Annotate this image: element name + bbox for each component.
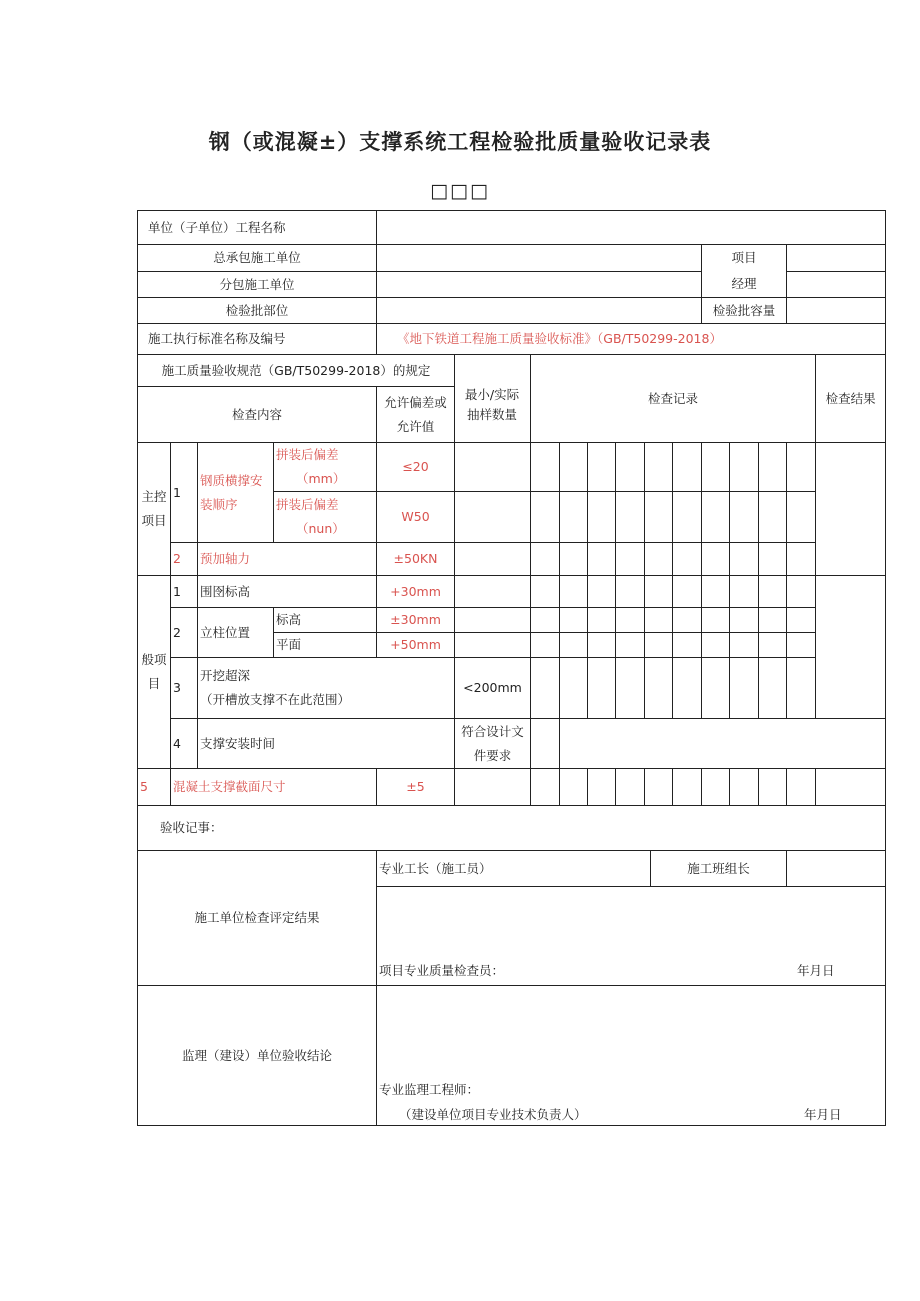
- general-result[interactable]: [816, 576, 886, 719]
- table-row: [138, 298, 886, 324]
- table-row: [138, 211, 886, 245]
- record-cell[interactable]: [645, 769, 673, 806]
- project-name-label: 单位（子单位）工程名称: [138, 211, 377, 245]
- record-cell[interactable]: [616, 633, 645, 658]
- record-cell[interactable]: [560, 576, 588, 608]
- record-cell[interactable]: [645, 492, 673, 543]
- record-cell[interactable]: [560, 633, 588, 658]
- record-cell[interactable]: [759, 658, 787, 719]
- record-cell[interactable]: [531, 608, 560, 633]
- supervision-label: 监理（建设）单位验收结论: [138, 986, 377, 1126]
- record-cell[interactable]: [531, 633, 560, 658]
- record-cell[interactable]: [673, 492, 702, 543]
- general-item-5-value: ±5: [377, 769, 455, 806]
- table-row: [138, 658, 886, 719]
- record-cell[interactable]: [588, 608, 616, 633]
- sample-cell[interactable]: [455, 769, 531, 806]
- allowed-deviation-header: 允许偏差或 允许值: [377, 387, 455, 443]
- inspection-record-table: [137, 210, 886, 1126]
- general-item-5-name: 混凝土支撑截面尺寸: [171, 769, 377, 806]
- record-cell[interactable]: [645, 633, 673, 658]
- record-cell[interactable]: [759, 769, 787, 806]
- record-cell[interactable]: [759, 492, 787, 543]
- subcontractor-field[interactable]: [377, 271, 702, 298]
- notes-label: 验收记事：: [138, 806, 886, 851]
- sample-cell[interactable]: [455, 633, 531, 658]
- record-cell[interactable]: [531, 769, 560, 806]
- check-result-header: 检查结果: [816, 355, 886, 443]
- main-item-1-sub-2: 拼装后偏差 （nun）: [274, 492, 377, 543]
- record-cell[interactable]: [616, 769, 645, 806]
- general-item-4-value: 符合设计文 件要求: [455, 719, 531, 769]
- sample-cell[interactable]: [455, 543, 531, 576]
- check-record-header: 检查记录: [531, 355, 816, 443]
- main-item-2-no: 2: [171, 543, 198, 576]
- main-item-1-name: 钢质横撑安 装顺序: [198, 443, 274, 543]
- record-cell[interactable]: [673, 543, 702, 576]
- record-cell[interactable]: [616, 608, 645, 633]
- record-cell[interactable]: [645, 443, 673, 492]
- record-cell[interactable]: [531, 492, 560, 543]
- table-row: [138, 806, 886, 851]
- general-item-4-no: 4: [171, 719, 198, 769]
- general-item-2-no: 2: [171, 608, 198, 658]
- record-cell[interactable]: [616, 492, 645, 543]
- construction-eval-area[interactable]: [377, 851, 886, 986]
- record-cell[interactable]: [702, 658, 730, 719]
- record-cell[interactable]: [759, 608, 787, 633]
- table-row: [138, 986, 886, 1126]
- record-cell[interactable]: [673, 633, 702, 658]
- main-item-1-sub-2-value: W50: [377, 492, 455, 543]
- record-cell[interactable]: [673, 443, 702, 492]
- project-manager-field-2[interactable]: [787, 271, 886, 298]
- table-row: [138, 769, 886, 806]
- main-control-result[interactable]: [816, 443, 886, 576]
- record-cell[interactable]: [702, 608, 730, 633]
- record-cell[interactable]: [787, 608, 816, 633]
- record-cell[interactable]: [531, 543, 560, 576]
- team-leader-field[interactable]: [787, 851, 885, 886]
- record-cell[interactable]: [560, 492, 588, 543]
- record-cell[interactable]: [702, 576, 730, 608]
- general-item-1-no: 1: [171, 576, 198, 608]
- supervisor-sub-label: （建设单位项目专业技术负责人）: [399, 1107, 587, 1122]
- record-cell[interactable]: [560, 443, 588, 492]
- batch-capacity-label: 检验批容量: [702, 298, 787, 324]
- record-cell[interactable]: [645, 608, 673, 633]
- general-item-5-no: 5: [138, 769, 171, 806]
- record-cell[interactable]: [759, 443, 787, 492]
- main-control-label: 主控 项目: [138, 443, 171, 576]
- record-cell[interactable]: [531, 443, 560, 492]
- record-cell[interactable]: [759, 576, 787, 608]
- general-item-2-sub-2-value: +50mm: [377, 633, 455, 658]
- record-cell[interactable]: [702, 543, 730, 576]
- sample-cell[interactable]: [531, 658, 560, 719]
- supervision-area[interactable]: [377, 986, 886, 1126]
- record-cell[interactable]: [702, 633, 730, 658]
- form-number-boxes: □□□: [430, 180, 490, 202]
- general-item-1-value: +30mm: [377, 576, 455, 608]
- table-row: [138, 324, 886, 355]
- general-item-2-sub-1: 标高: [274, 608, 377, 633]
- record-cell[interactable]: [759, 543, 787, 576]
- record-cell[interactable]: [588, 543, 616, 576]
- table-row: [138, 851, 886, 986]
- record-cell[interactable]: [588, 576, 616, 608]
- standard-value: 《地下铁道工程施工质量验收标准》（GB/T50299-2018）: [377, 324, 886, 355]
- general-contractor-field[interactable]: [377, 245, 702, 272]
- construction-eval-label: 施工单位检查评定结果: [138, 851, 377, 986]
- record-cell[interactable]: [787, 658, 816, 719]
- project-name-field[interactable]: [377, 211, 886, 245]
- general-item-3-value: <200mm: [455, 658, 531, 719]
- foreman-label: 专业工长（施工员）: [377, 851, 651, 886]
- main-item-2-value: ±50KN: [377, 543, 455, 576]
- table-row: [138, 543, 886, 576]
- date-label-2: 年月日: [804, 1107, 842, 1122]
- batch-location-field[interactable]: [377, 298, 702, 324]
- sample-cell[interactable]: [455, 492, 531, 543]
- record-cell[interactable]: [787, 769, 816, 806]
- record-cell[interactable]: [560, 658, 588, 719]
- record-cell[interactable]: [673, 608, 702, 633]
- record-cell[interactable]: [645, 658, 673, 719]
- record-cell[interactable]: [730, 608, 759, 633]
- record-cell[interactable]: [560, 608, 588, 633]
- sample-cell[interactable]: [455, 576, 531, 608]
- general-item-2-sub-1-value: ±30mm: [377, 608, 455, 633]
- record-cell[interactable]: [616, 658, 645, 719]
- general-label: 般项 目: [138, 576, 171, 769]
- table-row: [138, 355, 886, 387]
- record-cell[interactable]: [588, 443, 616, 492]
- record-cell[interactable]: [560, 769, 588, 806]
- record-cell[interactable]: [787, 576, 816, 608]
- team-leader-label: 施工班组长: [651, 851, 787, 886]
- inspect-content-header: 检查内容: [138, 387, 377, 443]
- date-label-1: 年月日: [797, 963, 835, 978]
- spec-header: 施工质量验收规范（GB/T50299-2018）的规定: [138, 355, 455, 387]
- record-cell[interactable]: [673, 658, 702, 719]
- main-item-1-sub-1: 拼装后偏差 （mm）: [274, 443, 377, 492]
- main-item-1-no: 1: [171, 443, 198, 543]
- record-cell[interactable]: [730, 443, 759, 492]
- general-item-5-result[interactable]: [816, 769, 886, 806]
- page-title: 钢（或混凝±）支撑系统工程检验批质量验收记录表: [208, 130, 712, 154]
- sample-cell[interactable]: [531, 719, 560, 769]
- general-item-3-no: 3: [171, 658, 198, 719]
- record-cell[interactable]: [730, 576, 759, 608]
- general-item-1-name: 围囹标高: [198, 576, 377, 608]
- record-cell[interactable]: [787, 543, 816, 576]
- record-cell[interactable]: [616, 543, 645, 576]
- record-cell[interactable]: [730, 633, 759, 658]
- sample-cell[interactable]: [455, 443, 531, 492]
- record-cell[interactable]: [730, 492, 759, 543]
- record-cell[interactable]: [588, 633, 616, 658]
- main-item-1-sub-1-value: ≤20: [377, 443, 455, 492]
- batch-location-label: 检验批部位: [138, 298, 377, 324]
- sample-cell[interactable]: [455, 608, 531, 633]
- project-manager-label: 项目 经理: [702, 245, 787, 298]
- general-item-4-record[interactable]: [560, 719, 886, 769]
- batch-capacity-field[interactable]: [787, 298, 886, 324]
- supervisor-label: 专业监理工程师：: [379, 1082, 480, 1097]
- table-row: [138, 443, 886, 492]
- record-cell[interactable]: [616, 576, 645, 608]
- record-cell[interactable]: [588, 769, 616, 806]
- record-cell[interactable]: [645, 543, 673, 576]
- record-cell[interactable]: [531, 576, 560, 608]
- project-manager-field-1[interactable]: [787, 245, 886, 272]
- record-cell[interactable]: [673, 576, 702, 608]
- general-item-3-name: 开挖超深 （开槽放支撑不在此范围）: [198, 658, 455, 719]
- record-cell[interactable]: [787, 443, 816, 492]
- general-item-4-name: 支撑安装时间: [198, 719, 455, 769]
- sample-count-header: 最小/实际 抽样数量: [464, 387, 520, 422]
- record-cell[interactable]: [730, 769, 759, 806]
- quality-inspector-label: 项目专业质量检查员：: [379, 963, 505, 978]
- record-cell[interactable]: [702, 769, 730, 806]
- record-cell[interactable]: [787, 492, 816, 543]
- record-cell[interactable]: [730, 658, 759, 719]
- subcontractor-label: 分包施工单位: [138, 271, 377, 298]
- table-row: [138, 576, 886, 608]
- record-cell[interactable]: [759, 633, 787, 658]
- standard-label: 施工执行标准名称及编号: [138, 324, 377, 355]
- general-item-2-sub-2: 平面: [274, 633, 377, 658]
- record-cell[interactable]: [702, 492, 730, 543]
- table-row: [138, 608, 886, 633]
- record-cell[interactable]: [730, 543, 759, 576]
- main-item-2-name: 预加轴力: [198, 543, 377, 576]
- general-item-2-name: 立柱位置: [198, 608, 274, 658]
- general-contractor-label: 总承包施工单位: [138, 245, 377, 272]
- table-row: [138, 719, 886, 769]
- record-cell[interactable]: [588, 492, 616, 543]
- record-cell[interactable]: [787, 633, 816, 658]
- record-cell[interactable]: [673, 769, 702, 806]
- table-row: [138, 245, 886, 272]
- record-cell[interactable]: [560, 543, 588, 576]
- record-cell[interactable]: [645, 576, 673, 608]
- record-cell[interactable]: [616, 443, 645, 492]
- record-cell[interactable]: [702, 443, 730, 492]
- record-cell[interactable]: [588, 658, 616, 719]
